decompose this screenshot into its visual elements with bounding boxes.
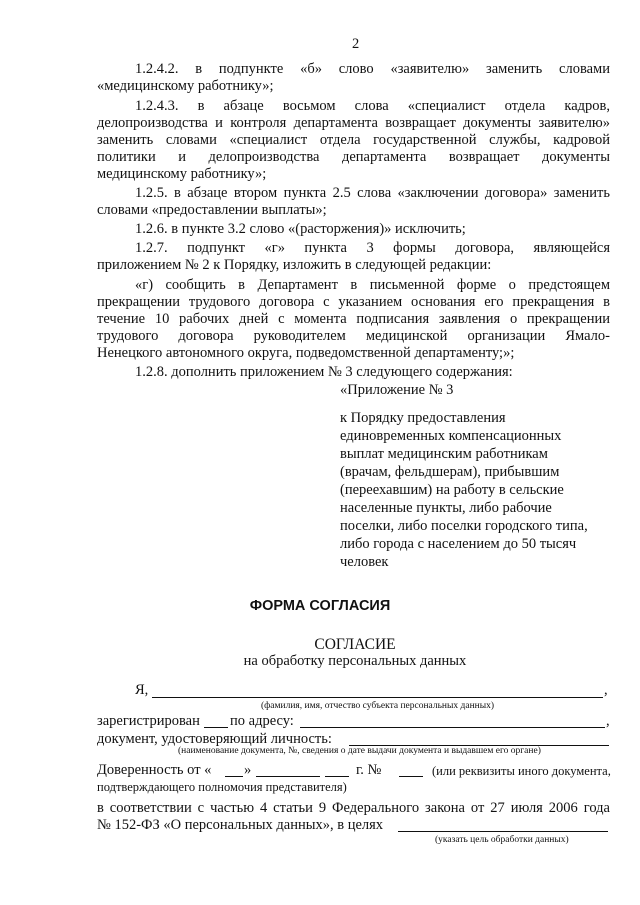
poa-alt-doc-text: (или реквизиты иного документа, bbox=[432, 764, 611, 778]
appendix-line: поселки, либо поселки городского типа, bbox=[340, 518, 588, 534]
amendment-1-2-6: 1.2.6. в пункте 3.2 слово «(расторжения)» исключить; bbox=[135, 221, 466, 237]
amendment-1-2-7-line1: 1.2.7. подпункт «г» пункта 3 формы договора, являющейся bbox=[135, 240, 610, 256]
amendment-1-2-4-3-line5: медицинскому работнику»; bbox=[97, 166, 267, 182]
appendix-line: населенные пункты, либо рабочие bbox=[340, 500, 552, 516]
quoted-subpoint-line4: трудового договора руководителем медицинской организации Ямало- bbox=[97, 328, 610, 344]
full-name-field[interactable] bbox=[152, 697, 603, 698]
amendment-1-2-4-3-line1: 1.2.4.3. в абзаце восьмом слова «специалист отдела кадров, bbox=[135, 98, 610, 114]
appendix-line: человек bbox=[340, 554, 389, 570]
amendment-1-2-7-line2: приложением № 2 к Порядку, изложить в следующей редакции: bbox=[97, 257, 492, 273]
page-number: 2 bbox=[352, 36, 360, 52]
purpose-field[interactable] bbox=[398, 831, 608, 832]
poa-hint: подтверждающего полномочия представителя) bbox=[97, 780, 347, 794]
appendix-line: единовременных компенсационных bbox=[340, 428, 562, 444]
poa-month-field[interactable] bbox=[256, 776, 320, 777]
poa-quote-close: » bbox=[244, 762, 252, 778]
full-name-hint: (фамилия, имя, отчество субъекта персональных данных) bbox=[260, 701, 495, 711]
appendix-title: «Приложение № 3 bbox=[340, 382, 454, 398]
consent-title: СОГЛАСИЕ bbox=[314, 636, 396, 653]
amendment-1-2-5-line1: 1.2.5. в абзаце втором пункта 2.5 слова «заключении договора» заменить bbox=[135, 185, 610, 201]
quoted-subpoint-line1: «г) сообщить в Департамент в письменной форме о предстоящем bbox=[135, 277, 610, 293]
appendix-line: (переехавшим) на работу в сельские bbox=[340, 482, 564, 498]
poa-number-field[interactable] bbox=[399, 776, 423, 777]
appendix-line: (врачам, фельдшерам), прибывшим bbox=[340, 464, 560, 480]
amendment-1-2-4-3-line3: заменить словами «специалист отдела государственной службы, кадровой bbox=[97, 132, 610, 148]
address-field[interactable] bbox=[300, 727, 605, 728]
quoted-subpoint-line5: Ненецкого автономного округа, подведомственной департаменту;»; bbox=[97, 345, 515, 361]
document-label: документ, удостоверяющий личность: bbox=[97, 731, 332, 747]
appendix-line: либо города с населением до 50 тысяч bbox=[340, 536, 577, 552]
document-hint: (наименование документа, №, сведения о дате выдачи документа и выдавшем его органе) bbox=[178, 746, 541, 756]
registered-suffix-field[interactable] bbox=[204, 727, 228, 728]
quoted-subpoint-line2: прекращении трудового договора с указанием основания его прекращения в bbox=[97, 294, 610, 310]
address-label: по адресу: bbox=[230, 713, 294, 729]
appendix-line: выплат медицинским работникам bbox=[340, 446, 548, 462]
form-heading: ФОРМА СОГЛАСИЯ bbox=[249, 598, 391, 614]
law-reference-line2: № 152-ФЗ «О персональных данных», в целях bbox=[97, 817, 384, 833]
quoted-subpoint-line3: течение 10 рабочих дней с момента подписания заявления о прекращении bbox=[97, 311, 610, 327]
amendment-1-2-4-3-line4: политики и делопроизводства департамента возвращает документы bbox=[97, 149, 610, 165]
registered-end-comma: , bbox=[606, 713, 610, 729]
amendment-1-2-8: 1.2.8. дополнить приложением № 3 следующего содержания: bbox=[135, 364, 513, 380]
amendment-1-2-4-3-line2: делопроизводства и контроля департамента возвращает документы заявителю» bbox=[97, 115, 610, 131]
purpose-hint: (указать цель обработки данных) bbox=[435, 835, 569, 845]
appendix-line: к Порядку предоставления bbox=[340, 410, 506, 426]
poa-year-number-label: г. № bbox=[356, 762, 382, 778]
amendment-1-2-4-2-line1: 1.2.4.2. в подпункте «б» слово «заявителю» заменить словами bbox=[135, 61, 610, 77]
law-reference-line1: в соответствии с частью 4 статьи 9 Федерального закона от 27 июля 2006 года bbox=[97, 800, 610, 816]
i-label: Я, bbox=[135, 682, 149, 698]
amendment-1-2-5-line2: словами «предоставлении выплаты»; bbox=[97, 202, 327, 218]
poa-day-field[interactable] bbox=[225, 776, 243, 777]
power-of-attorney-label: Доверенность от « bbox=[97, 762, 212, 778]
registered-label: зарегистрирован bbox=[97, 713, 200, 729]
poa-year-field[interactable] bbox=[325, 776, 349, 777]
i-end-comma: , bbox=[604, 682, 608, 698]
amendment-1-2-4-2-line2: «медицинскому работнику»; bbox=[97, 78, 274, 94]
consent-subtitle: на обработку персональных данных bbox=[243, 653, 467, 669]
